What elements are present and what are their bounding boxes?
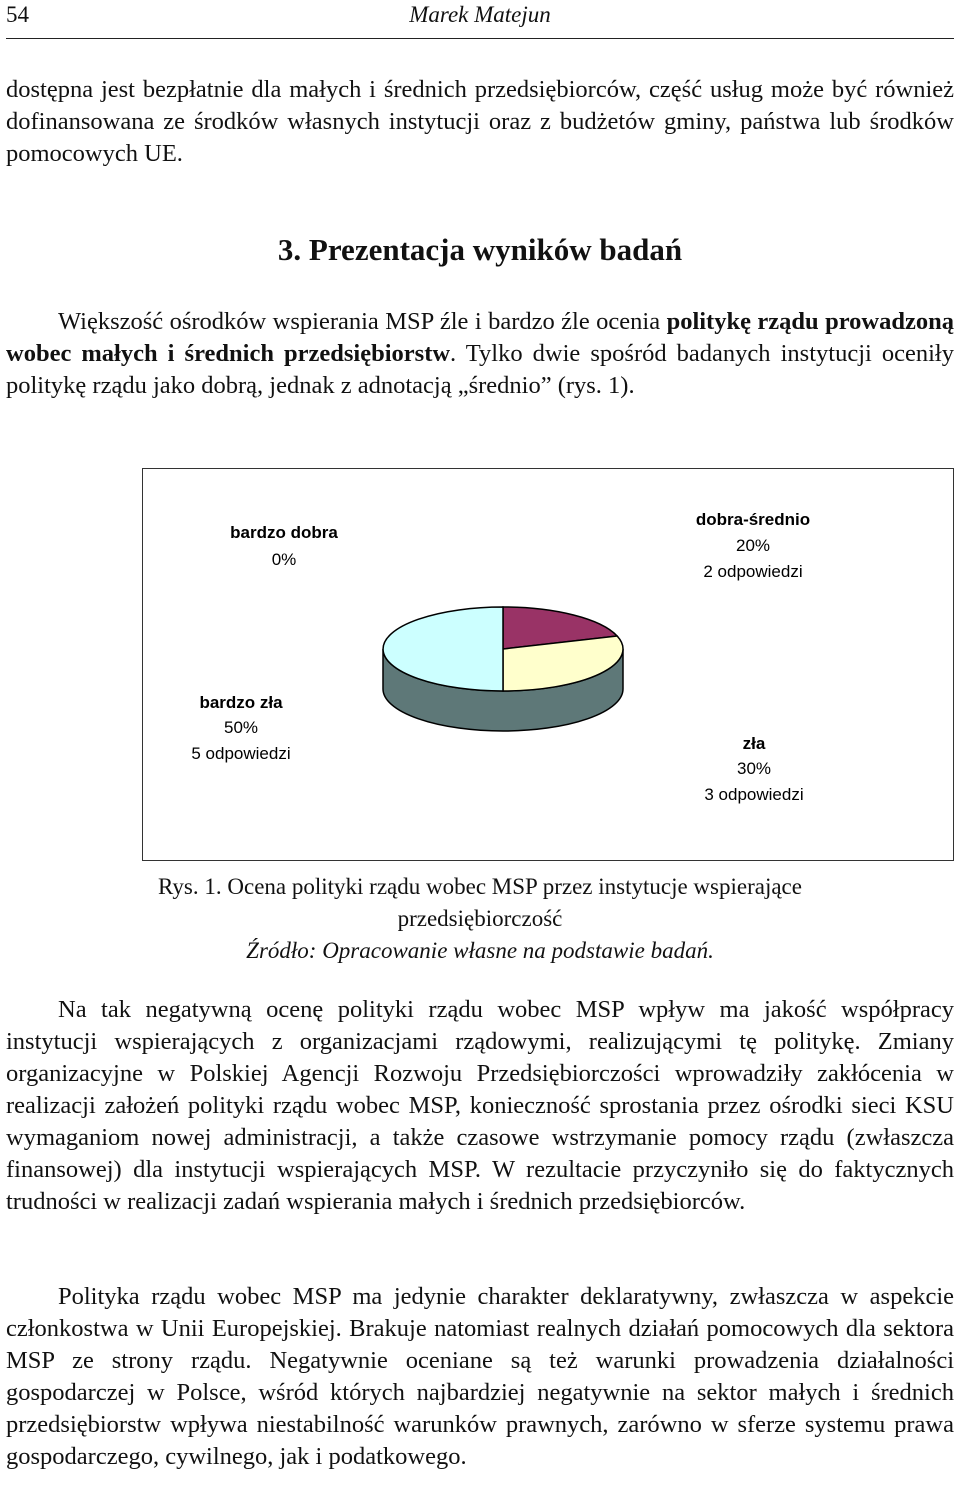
label-bardzo-zla-count: 5 odpowiedzi bbox=[191, 744, 291, 763]
body-paragraph-2: Polityka rządu wobec MSP ma jedynie charakter deklaratywny, zwłaszcza w aspekcie członkostwa w Unii Europejskiej. Brakuje natomiast realnych działań pomocowych dla sektora MSP ze strony rządu. Negatywnie oceniane są też warunki prowadzenia działalności gospodarczej w Polsce, wśród których najbardziej negatywnie na sektor małych i średnich przedsiębiorstw wpływa niestabilność warunków prawnych, zarówno w sferze systemu prawa gospodarczego, cywilnego, jak i podatkowego. bbox=[6, 1283, 954, 1470]
section-heading: 3. Prezentacja wyników badań bbox=[277, 232, 683, 267]
label-dobra-srednio-count: 2 odpowiedzi bbox=[703, 562, 803, 581]
section-paragraph-lead: Większość ośrodków wspierania MSP źle i bardzo źle ocenia bbox=[58, 308, 667, 335]
page-number: 54 bbox=[6, 2, 29, 27]
label-bardzo-dobra-name: bardzo dobra bbox=[230, 523, 338, 542]
pie-top-group bbox=[383, 607, 623, 691]
pie-chart-figure bbox=[142, 468, 954, 861]
figure-source: Źródło: Opracowanie własne na podstawie badań. bbox=[246, 938, 714, 963]
label-zla-name: zła bbox=[742, 734, 766, 753]
label-dobra-srednio-name: dobra-średnio bbox=[695, 510, 811, 529]
section-paragraph-emphasis: politykę rządu prowadzoną wobec małych i średnich przedsiębiorstw bbox=[6, 308, 954, 367]
section-paragraph-rest: . Tylko dwie spośród badanych instytucji oceniły politykę rządu jako dobrą, jednak z adnotacją „średnio” (rys. 1). bbox=[6, 340, 954, 399]
pie-chart bbox=[143, 469, 953, 860]
body-paragraph-1: Na tak negatywną ocenę polityki rządu wobec MSP wpływ ma jakość współpracy instytucji wspierających z organizacjami rządowymi, realizującymi tę politykę. Zmiany organizacyjne w Polskiej Agencji Rozwoju Przedsiębiorczości wprowadziły zakłócenia w realizacji założeń polityki rządu wobec MSP, konieczność sprostania przez ośrodki sieci KSU wymaganiom nowej administracji, a także czasowe wstrzymanie pomocy rządu (zwłaszcza finansowej) dla instytucji wspierających MSP. W rezultacie przyczyniło się do faktycznych trudności w realizacji zadań wspierania małych i średnich przedsiębiorców. bbox=[6, 996, 954, 1215]
intro-paragraph: dostępna jest bezpłatnie dla małych i średnich przedsiębiorców, część usług może być również dofinansowana ze środków własnych instytucji oraz z budżetów gminy, państwa lub środków pomocowych UE. bbox=[6, 76, 954, 167]
label-zla-count: 3 odpowiedzi bbox=[704, 785, 804, 804]
label-dobra-srednio-percent: 20% bbox=[735, 536, 771, 555]
page-header bbox=[6, 0, 954, 39]
label-bardzo-zla-name: bardzo zła bbox=[199, 693, 283, 712]
label-zla-percent: 30% bbox=[736, 759, 772, 778]
running-head: Marek Matejun bbox=[409, 2, 551, 27]
label-bardzo-dobra-percent: 0% bbox=[271, 550, 297, 569]
figure-caption-line2: przedsiębiorczość bbox=[397, 906, 563, 931]
label-bardzo-zla-percent: 50% bbox=[223, 718, 259, 737]
figure-caption-line1: Rys. 1. Ocena polityki rządu wobec MSP przez instytucje wspierające bbox=[158, 874, 802, 899]
section-paragraph bbox=[6, 306, 954, 402]
